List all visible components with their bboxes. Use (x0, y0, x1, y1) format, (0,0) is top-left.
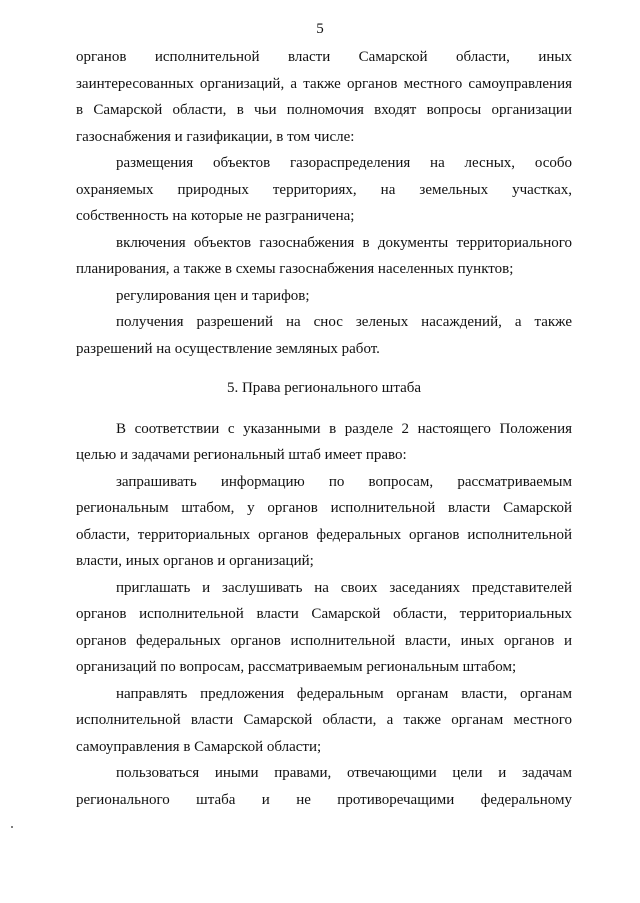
paragraph-continuation (76, 44, 572, 150)
text-line: планирования, а также в схемы газоснабжения населенных пунктов; (76, 261, 514, 277)
text-line: органов федеральных органов исполнительной власти, иных органов и (76, 632, 572, 649)
text-line: приглашать и заслушивать на своих заседаниях представителей (116, 579, 572, 596)
document-body (76, 44, 572, 813)
text-line: пользоваться иными правами, отвечающими цели и задачам (116, 765, 572, 781)
section-heading: 5. Права регионального штаба (226, 380, 422, 396)
text-line: разрешений на осуществление земляных работ. (76, 340, 380, 357)
text-line: целью и задачами региональный штаб имеет право: (76, 447, 407, 463)
text-line: органов исполнительной власти Самарской области, иных (76, 49, 572, 65)
text-line: регионального штаба и не противоречащими федеральному (76, 791, 572, 808)
text-line: газоснабжения и газификации, в том числе: (76, 128, 355, 145)
text-line: органов исполнительной власти Самарской области, территориальных (76, 606, 572, 622)
text-line: охраняемых природных территориях, на земельных участках, (76, 181, 572, 198)
paragraph-list-item (76, 309, 572, 362)
paragraph-list-item (76, 283, 572, 310)
text-line: запрашивать информацию по вопросам, рассматриваемым (116, 473, 572, 490)
text-line: в Самарской области, в чьи полномочия входят вопросы организации (76, 102, 572, 118)
page-number: 5 (316, 21, 324, 37)
text-line: направлять предложения федеральным органам власти, органам (116, 685, 572, 702)
paragraph-list-item (76, 575, 572, 681)
paragraph-list-item (76, 681, 572, 761)
text-line: региональным штабом, у органов исполнительной власти Самарской (76, 500, 572, 516)
text-line: исполнительной власти Самарской области, а также органам местного (76, 712, 572, 728)
text-line: заинтересованных организаций, а также органов местного самоуправления (76, 75, 572, 92)
text-line: включения объектов газоснабжения в документы территориального (116, 234, 572, 251)
paragraph-list-item (76, 760, 572, 813)
scan-dot-mark (11, 826, 13, 828)
text-line: власти, иных органов и организаций; (76, 553, 314, 569)
text-line: собственность на которые не разграничена; (76, 208, 355, 224)
paragraph-list-item (76, 230, 572, 283)
paragraph-list-item (76, 469, 572, 575)
text-line: организаций по вопросам, рассматриваемым региональным штабом; (76, 659, 517, 675)
text-line: размещения объектов газораспределения на лесных, особо (116, 155, 572, 171)
text-line: области, территориальных органов федеральных органов исполнительной (76, 526, 572, 543)
text-line: В соответствии с указанными в разделе 2 настоящего Положения (116, 420, 572, 437)
text-line: регулирования цен и тарифов; (116, 287, 310, 304)
text-line: самоуправления в Самарской области; (76, 738, 322, 755)
paragraph-list-item (76, 150, 572, 230)
paragraph-intro (76, 416, 572, 469)
text-line: получения разрешений на снос зеленых насаждений, а также (116, 314, 572, 330)
